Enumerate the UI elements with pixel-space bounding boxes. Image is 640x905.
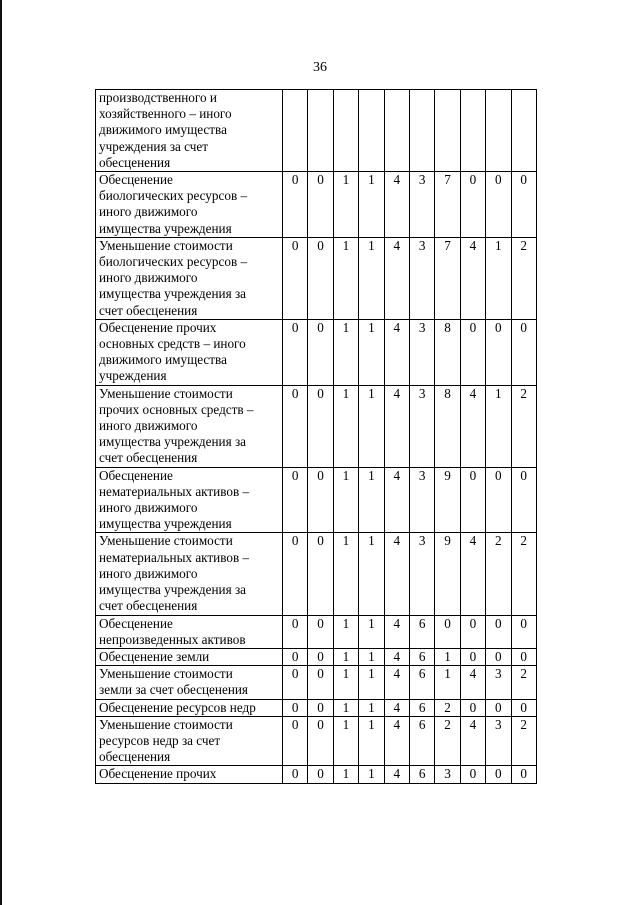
row-name-line: движимого имущества — [99, 352, 227, 368]
row-name-line: Уменьшение стоимости — [99, 716, 233, 732]
code-digit-cell: 6 — [409, 666, 434, 699]
code-digit-cell — [511, 90, 536, 172]
code-digit-cell: 2 — [435, 699, 460, 716]
row-name-line: непроизведенных активов — [99, 631, 246, 647]
code-digit-cell: 0 — [511, 648, 536, 665]
code-digit-cell: 4 — [384, 666, 409, 699]
code-digit-cell: 4 — [460, 237, 485, 319]
row-name-cell — [96, 766, 283, 783]
code-digit-cell: 0 — [283, 237, 308, 319]
code-digit-cell: 1 — [359, 615, 384, 648]
row-name-line: иного движимого — [99, 565, 198, 581]
code-digit-cell: 0 — [308, 716, 333, 766]
code-digit-cell: 0 — [486, 766, 511, 783]
code-digit-cell — [384, 90, 409, 172]
code-digit-cell: 0 — [283, 699, 308, 716]
code-digit-cell: 0 — [283, 615, 308, 648]
row-name-line: имущества учреждения за — [99, 286, 247, 302]
code-digit-cell: 4 — [384, 533, 409, 615]
code-digit-cell: 4 — [384, 385, 409, 467]
code-digit-cell: 1 — [333, 319, 358, 385]
code-digit-cell: 3 — [409, 237, 434, 319]
code-digit-cell: 4 — [384, 766, 409, 783]
row-name-line: производственного и — [99, 90, 217, 105]
table-row — [96, 172, 537, 238]
code-digit-cell: 0 — [308, 172, 333, 238]
table-row — [96, 237, 537, 319]
row-name-cell — [96, 648, 283, 665]
row-name-cell — [96, 90, 283, 172]
code-digit-cell: 4 — [460, 533, 485, 615]
code-digit-cell: 2 — [511, 237, 536, 319]
table-row — [96, 615, 537, 648]
code-digit-cell: 0 — [308, 666, 333, 699]
code-digit-cell: 0 — [308, 615, 333, 648]
code-digit-cell: 0 — [283, 716, 308, 766]
code-digit-cell: 1 — [333, 666, 358, 699]
code-digit-cell: 1 — [333, 648, 358, 665]
code-digit-cell — [486, 90, 511, 172]
code-digit-cell: 1 — [359, 533, 384, 615]
code-digit-cell: 1 — [359, 237, 384, 319]
code-digit-cell — [308, 90, 333, 172]
row-name-line: земли за счет обесценения — [99, 682, 249, 698]
code-digit-cell: 0 — [308, 766, 333, 783]
code-digit-cell: 0 — [460, 766, 485, 783]
row-name-line: Уменьшение стоимости — [99, 237, 233, 253]
code-digit-cell: 3 — [435, 766, 460, 783]
table-body — [96, 90, 537, 784]
row-name-cell — [96, 467, 283, 533]
row-name-cell — [96, 172, 283, 238]
code-digit-cell: 6 — [409, 766, 434, 783]
row-name-cell — [96, 699, 283, 716]
row-name-line: биологических ресурсов – — [99, 254, 248, 270]
code-digit-cell — [460, 90, 485, 172]
code-digit-cell: 2 — [486, 533, 511, 615]
code-digit-cell: 1 — [333, 716, 358, 766]
code-digit-cell: 1 — [333, 467, 358, 533]
code-digit-cell: 2 — [511, 385, 536, 467]
row-name-line: хозяйственного – иного — [99, 106, 232, 122]
row-name-line: счет обесценения — [99, 450, 198, 466]
table-row — [96, 699, 537, 716]
code-digit-cell: 0 — [486, 172, 511, 238]
code-digit-cell: 1 — [359, 172, 384, 238]
table-row — [96, 385, 537, 467]
code-digit-cell: 1 — [435, 648, 460, 665]
code-digit-cell: 0 — [460, 172, 485, 238]
row-name-line: Обесценение — [99, 615, 173, 631]
row-name-line: иного движимого — [99, 418, 198, 434]
row-name-line: нематериальных активов – — [99, 549, 250, 565]
code-digit-cell: 0 — [486, 615, 511, 648]
code-digit-cell: 3 — [486, 716, 511, 766]
row-name-line: учреждения за счет — [99, 138, 209, 154]
code-digit-cell: 0 — [460, 648, 485, 665]
row-name-line: имущества учреждения — [99, 516, 232, 532]
row-name-line: Обесценение прочих — [99, 766, 217, 782]
code-digit-cell: 9 — [435, 533, 460, 615]
row-name-line: нематериальных активов – — [99, 483, 250, 499]
code-digit-cell: 1 — [486, 385, 511, 467]
code-digit-cell: 0 — [460, 615, 485, 648]
code-digit-cell: 1 — [333, 766, 358, 783]
code-digit-cell: 3 — [409, 385, 434, 467]
code-digit-cell: 0 — [308, 699, 333, 716]
code-digit-cell: 3 — [486, 666, 511, 699]
row-name-cell — [96, 319, 283, 385]
code-digit-cell: 4 — [384, 716, 409, 766]
code-digit-cell: 0 — [460, 319, 485, 385]
page-number: 36 — [313, 60, 327, 75]
code-digit-cell: 2 — [511, 716, 536, 766]
code-digit-cell: 4 — [384, 319, 409, 385]
code-digit-cell: 0 — [283, 467, 308, 533]
row-name-line: Уменьшение стоимости — [99, 666, 233, 682]
row-name-line: Обесценение ресурсов недр — [99, 699, 256, 715]
code-digit-cell: 0 — [486, 319, 511, 385]
code-digit-cell: 1 — [359, 766, 384, 783]
table-row — [96, 766, 537, 783]
table-row — [96, 533, 537, 615]
code-digit-cell: 0 — [511, 699, 536, 716]
code-digit-cell: 0 — [435, 615, 460, 648]
code-digit-cell: 3 — [409, 467, 434, 533]
code-digit-cell: 7 — [435, 237, 460, 319]
row-name-cell — [96, 237, 283, 319]
code-digit-cell: 6 — [409, 716, 434, 766]
row-name-line: обесценения — [99, 154, 171, 170]
table-row — [96, 90, 537, 172]
table-row — [96, 648, 537, 665]
row-name-line: Обесценение — [99, 172, 173, 188]
row-name-line: ресурсов недр за счет — [99, 732, 221, 748]
code-digit-cell: 1 — [359, 467, 384, 533]
code-digit-cell — [409, 90, 434, 172]
table-row — [96, 467, 537, 533]
row-name-line: счет обесценения — [99, 598, 198, 614]
code-digit-cell: 8 — [435, 385, 460, 467]
code-digit-cell: 9 — [435, 467, 460, 533]
row-name-line: иного движимого — [99, 204, 198, 220]
row-name-line: счет обесценения — [99, 302, 198, 318]
code-digit-cell: 0 — [460, 467, 485, 533]
code-digit-cell: 4 — [460, 716, 485, 766]
code-digit-cell: 1 — [333, 237, 358, 319]
code-digit-cell: 1 — [359, 699, 384, 716]
code-digit-cell: 1 — [359, 666, 384, 699]
code-digit-cell: 0 — [283, 666, 308, 699]
code-digit-cell: 0 — [486, 467, 511, 533]
code-digit-cell — [283, 90, 308, 172]
code-digit-cell: 1 — [359, 648, 384, 665]
row-name-line: имущества учреждения за — [99, 434, 247, 450]
code-digit-cell: 0 — [308, 533, 333, 615]
code-digit-cell: 2 — [435, 716, 460, 766]
row-name-line: имущества учреждения за — [99, 582, 247, 598]
row-name-line: Обесценение земли — [99, 648, 210, 664]
code-digit-cell: 4 — [460, 385, 485, 467]
code-digit-cell: 0 — [511, 467, 536, 533]
code-digit-cell: 0 — [308, 648, 333, 665]
code-digit-cell — [333, 90, 358, 172]
code-digit-cell: 6 — [409, 648, 434, 665]
code-digit-cell: 3 — [409, 533, 434, 615]
code-digit-cell: 1 — [333, 533, 358, 615]
row-name-line: Уменьшение стоимости — [99, 385, 233, 401]
row-name-cell — [96, 385, 283, 467]
row-name-line: обесценения — [99, 749, 171, 765]
row-name-line: биологических ресурсов – — [99, 188, 248, 204]
row-name-line: Обесценение прочих — [99, 319, 217, 335]
code-digit-cell: 1 — [359, 716, 384, 766]
code-digit-cell: 0 — [460, 699, 485, 716]
code-digit-cell: 6 — [409, 615, 434, 648]
scan-border-line — [0, 0, 2, 905]
code-digit-cell: 3 — [409, 172, 434, 238]
row-name-cell — [96, 615, 283, 648]
code-digit-cell: 0 — [308, 319, 333, 385]
row-name-cell — [96, 716, 283, 766]
code-digit-cell: 0 — [283, 648, 308, 665]
code-digit-cell: 0 — [308, 385, 333, 467]
row-name-line: иного движимого — [99, 270, 198, 286]
code-digit-cell: 0 — [283, 766, 308, 783]
table-row — [96, 716, 537, 766]
row-name-cell — [96, 666, 283, 699]
code-digit-cell: 1 — [486, 237, 511, 319]
row-name-cell — [96, 533, 283, 615]
code-digit-cell: 0 — [511, 319, 536, 385]
account-codes-table — [95, 89, 537, 784]
table-row — [96, 666, 537, 699]
code-digit-cell: 4 — [384, 699, 409, 716]
row-name-line: прочих основных средств – — [99, 401, 254, 417]
row-name-line: учреждения — [99, 368, 167, 384]
code-digit-cell: 2 — [511, 533, 536, 615]
code-digit-cell: 7 — [435, 172, 460, 238]
code-digit-cell: 4 — [384, 648, 409, 665]
code-digit-cell: 4 — [384, 615, 409, 648]
code-digit-cell: 4 — [384, 237, 409, 319]
code-digit-cell: 3 — [409, 319, 434, 385]
code-digit-cell: 0 — [511, 615, 536, 648]
table-row — [96, 319, 537, 385]
code-digit-cell: 8 — [435, 319, 460, 385]
code-digit-cell: 0 — [486, 699, 511, 716]
code-digit-cell: 0 — [283, 385, 308, 467]
row-name-line: имущества учреждения — [99, 220, 232, 236]
code-digit-cell: 2 — [511, 666, 536, 699]
code-digit-cell: 4 — [384, 467, 409, 533]
row-name-line: движимого имущества — [99, 122, 227, 138]
code-digit-cell: 1 — [333, 615, 358, 648]
code-digit-cell: 6 — [409, 699, 434, 716]
code-digit-cell: 1 — [359, 319, 384, 385]
code-digit-cell: 0 — [283, 533, 308, 615]
code-digit-cell: 4 — [384, 172, 409, 238]
code-digit-cell: 1 — [333, 385, 358, 467]
code-digit-cell: 0 — [308, 237, 333, 319]
code-digit-cell: 0 — [308, 467, 333, 533]
code-digit-cell: 1 — [359, 385, 384, 467]
row-name-line: основных средств – иного — [99, 336, 246, 352]
code-digit-cell: 0 — [511, 172, 536, 238]
code-digit-cell: 0 — [283, 172, 308, 238]
code-digit-cell: 0 — [283, 319, 308, 385]
row-name-line: Обесценение — [99, 467, 173, 483]
code-digit-cell: 1 — [333, 699, 358, 716]
code-digit-cell: 0 — [486, 648, 511, 665]
code-digit-cell — [359, 90, 384, 172]
row-name-line: иного движимого — [99, 500, 198, 516]
code-digit-cell — [435, 90, 460, 172]
row-name-line: Уменьшение стоимости — [99, 533, 233, 549]
code-digit-cell: 0 — [511, 766, 536, 783]
code-digit-cell: 4 — [460, 666, 485, 699]
code-digit-cell: 1 — [333, 172, 358, 238]
code-digit-cell: 1 — [435, 666, 460, 699]
